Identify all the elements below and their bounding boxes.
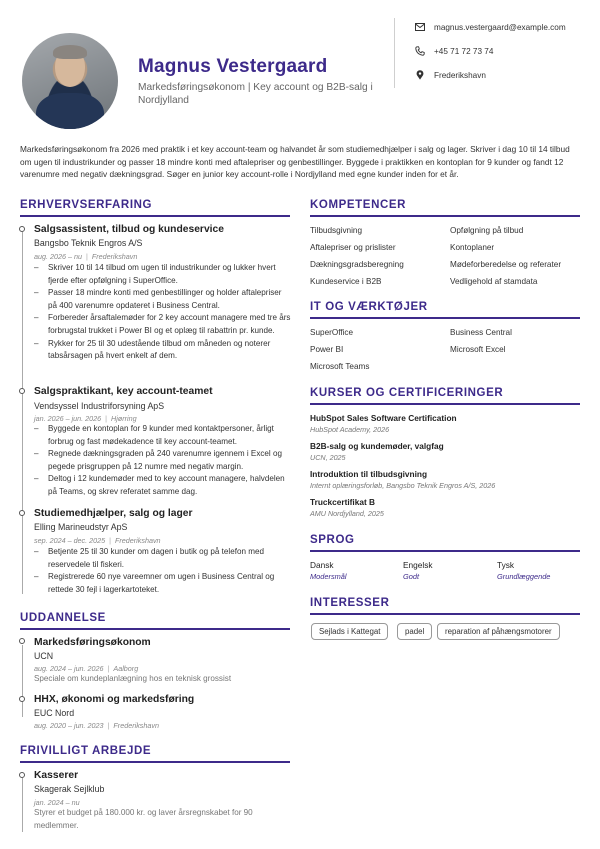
- education-title: HHX, økonomi og markedsføring: [34, 694, 195, 705]
- job-meta: jan. 2026 – jun. 2026 | Hjørring: [34, 414, 137, 423]
- section-rule: [310, 215, 580, 217]
- tool-item: Business Central: [450, 328, 512, 337]
- interest-tag: reparation af påhængsmotorer: [437, 623, 560, 640]
- section-title-interests: INTERESSER: [310, 597, 390, 609]
- tool-item: Power BI: [310, 345, 344, 354]
- course-title: Truckcertifikat B: [310, 497, 376, 507]
- language-name: Tysk: [497, 560, 515, 570]
- timeline-dot: [19, 772, 25, 778]
- skill-item: Kontoplaner: [450, 243, 495, 252]
- section-rule: [20, 215, 290, 217]
- section-title-courses: KURSER OG CERTIFICERINGER: [310, 387, 504, 399]
- job-bullets: [34, 262, 292, 363]
- list-item: – Registrerede 60 nye vareemner om ugen i Business Central og rettede 30 fejl i lagerkartoteket.: [34, 571, 292, 596]
- contact-email[interactable]: magnus.vestergaard@example.com: [414, 21, 566, 33]
- timeline-dot: [19, 510, 25, 516]
- section-rule: [20, 761, 290, 763]
- job-title: Studiemedhjælper, salg og lager: [34, 508, 193, 519]
- skill-item: Kundeservice i B2B: [310, 277, 382, 286]
- timeline-dot: [19, 388, 25, 394]
- course-title: B2B-salg og kundemøder, valgfag: [310, 441, 444, 451]
- skills-list: [310, 222, 590, 290]
- timeline-line: [22, 778, 23, 832]
- volunteer-desc: Styrer et budget på 180.000 kr. og laver årsregnskabet for 90 medlemmer.: [34, 808, 253, 830]
- timeline-dot: [19, 638, 25, 644]
- section-title-languages: SPROG: [310, 534, 355, 546]
- header-divider: [394, 18, 395, 88]
- tools-list: [310, 324, 590, 375]
- education-meta: aug. 2024 – jun. 2026 | Aalborg: [34, 664, 139, 673]
- envelope-icon: [414, 21, 426, 33]
- education-meta: aug. 2020 – jun. 2023 | Frederikshavn: [34, 721, 159, 730]
- course-meta: Internt oplæringsforløb, Bangsbo Teknik Engros A/S, 2026: [310, 481, 496, 490]
- course-meta: AMU Nordjylland, 2025: [310, 509, 384, 518]
- skill-item: Opfølgning på tilbud: [450, 226, 524, 235]
- list-item: – Betjente 25 til 30 kunder om dagen i butik og på telefon med reservedele til fiskeri.: [34, 546, 292, 571]
- list-item: – Byggede en kontoplan for 9 kunder med kontaktpersoner, årligt forbrug og fast mødekadence til key account-teamet.: [34, 423, 292, 448]
- section-rule: [310, 550, 580, 552]
- section-rule: [310, 317, 580, 319]
- volunteer-meta: jan. 2024 – nu: [34, 798, 80, 807]
- timeline-dot: [19, 696, 25, 702]
- section-rule: [310, 403, 580, 405]
- company-name: Bangsbo Teknik Engros A/S: [34, 238, 143, 248]
- skill-item: Tilbudsgivning: [310, 226, 363, 235]
- organization-name: Skagerak Sejlklub: [34, 784, 105, 794]
- list-item: – Skriver 10 til 14 tilbud om ugen til industrikunder og lukker hvert fjerde efter opfølgning i SuperOffice.: [34, 262, 292, 287]
- course-meta: HubSpot Academy, 2026: [310, 425, 390, 434]
- list-item: – Regnede dækningsgraden på 240 varenumre igennem i Excel og pegede prisgruppen på 12 numre med negativ margin.: [34, 448, 292, 473]
- contact-phone[interactable]: +45 71 72 73 74: [414, 45, 493, 57]
- school-name: EUC Nord: [34, 708, 75, 718]
- job-meta: aug. 2026 – nu | Frederikshavn: [34, 252, 138, 261]
- language-name: Dansk: [310, 560, 334, 570]
- section-title-experience: ERHVERVSERFARING: [20, 199, 153, 211]
- tool-item: SuperOffice: [310, 328, 354, 337]
- section-title-education: UDDANNELSE: [20, 612, 106, 624]
- course-title: Introduktion til tilbudsgivning: [310, 469, 428, 479]
- job-title: Salgspraktikant, key account-teamet: [34, 386, 213, 397]
- language-level: Godt: [403, 572, 420, 581]
- headline: Markedsføringsøkonom | Key account og B2B-salg i Nordjylland: [138, 82, 373, 106]
- section-title-tools: IT OG VÆRKTØJER: [310, 301, 428, 313]
- timeline-dot: [19, 226, 25, 232]
- language-level: Modersmål: [310, 572, 347, 581]
- education-desc: Speciale om kundeplanlægning hos en teknisk grossist: [34, 674, 232, 683]
- company-name: Vendsyssel Industriforsyning ApS: [34, 401, 165, 411]
- volunteer-title: Kasserer: [34, 770, 79, 781]
- skill-item: Vedligehold af stamdata: [450, 277, 538, 286]
- section-rule: [20, 628, 290, 630]
- candidate-name: Magnus Vestergaard: [138, 56, 328, 77]
- company-name: Elling Marineudstyr ApS: [34, 522, 128, 532]
- job-title: Salgsassistent, tilbud og kundeservice: [34, 224, 224, 235]
- list-item: – Forbereder årsaftalemøder for 2 key account managere med tre års forbrugstal trukket i Power BI og et oplæg til rabattrin pr. kunde.: [34, 312, 292, 337]
- skill-item: Dækningsgradsberegning: [310, 260, 404, 269]
- job-meta: sep. 2024 – dec. 2025 | Frederikshavn: [34, 536, 161, 545]
- job-bullets: [34, 423, 292, 499]
- timeline-line: [22, 645, 23, 717]
- language-level: Grundlæggende: [497, 572, 551, 581]
- skill-item: Mødeforberedelse og referater: [450, 260, 562, 269]
- list-item: – Deltog i 12 kundemøder med to key account managere, halvdelen på Teams, og skrev referatet samme dag.: [34, 473, 292, 498]
- section-title-skills: KOMPETENCER: [310, 199, 407, 211]
- contact-location: Frederikshavn: [414, 69, 486, 81]
- location-pin-icon: [414, 69, 426, 81]
- list-item: – Passer 18 mindre konti med genbestillinger og holder aftalepriser på 400 varenumre opdateret i Business Central.: [34, 287, 292, 312]
- education-title: Markedsføringsøkonom: [34, 637, 151, 648]
- profile-photo: [22, 33, 118, 129]
- skill-item: Aftalepriser og prislister: [310, 243, 396, 252]
- tool-item: Microsoft Teams: [310, 362, 370, 371]
- profile-summary: Markedsføringsøkonom fra 2026 med praktik i et key account-team og halvandet år som studiemedhjælper i salg og lager. Skriver i dag 10 til 14 tilbud om ugen til industrikunder og passer 18 mindre konti med aftalepriser og genbestillinger. Byggede i praktikken en kontoplan for 9 kunder og fandt 12 varenumre med negativ dækningsgrad. Søger en junior key account-rolle i Nordjylland med egne kunder inden for et år.: [20, 144, 570, 180]
- phone-icon: [414, 45, 426, 57]
- language-name: Engelsk: [403, 560, 433, 570]
- section-title-volunteer: FRIVILLIGT ARBEJDE: [20, 745, 152, 757]
- school-name: UCN: [34, 651, 54, 661]
- course-title: HubSpot Sales Software Certification: [310, 413, 457, 423]
- job-bullets: [34, 546, 292, 596]
- course-meta: UCN, 2025: [310, 453, 346, 462]
- section-rule: [310, 613, 580, 615]
- interest-tag: padel: [397, 623, 432, 640]
- interest-tag: Sejlads i Kattegat: [311, 623, 388, 640]
- timeline-line: [22, 232, 23, 594]
- list-item: – Rykker for 25 til 30 udestående tilbud om måneden og noterer tabsårsagen på hvert enkelt af dem.: [34, 338, 292, 363]
- tool-item: Microsoft Excel: [450, 345, 506, 354]
